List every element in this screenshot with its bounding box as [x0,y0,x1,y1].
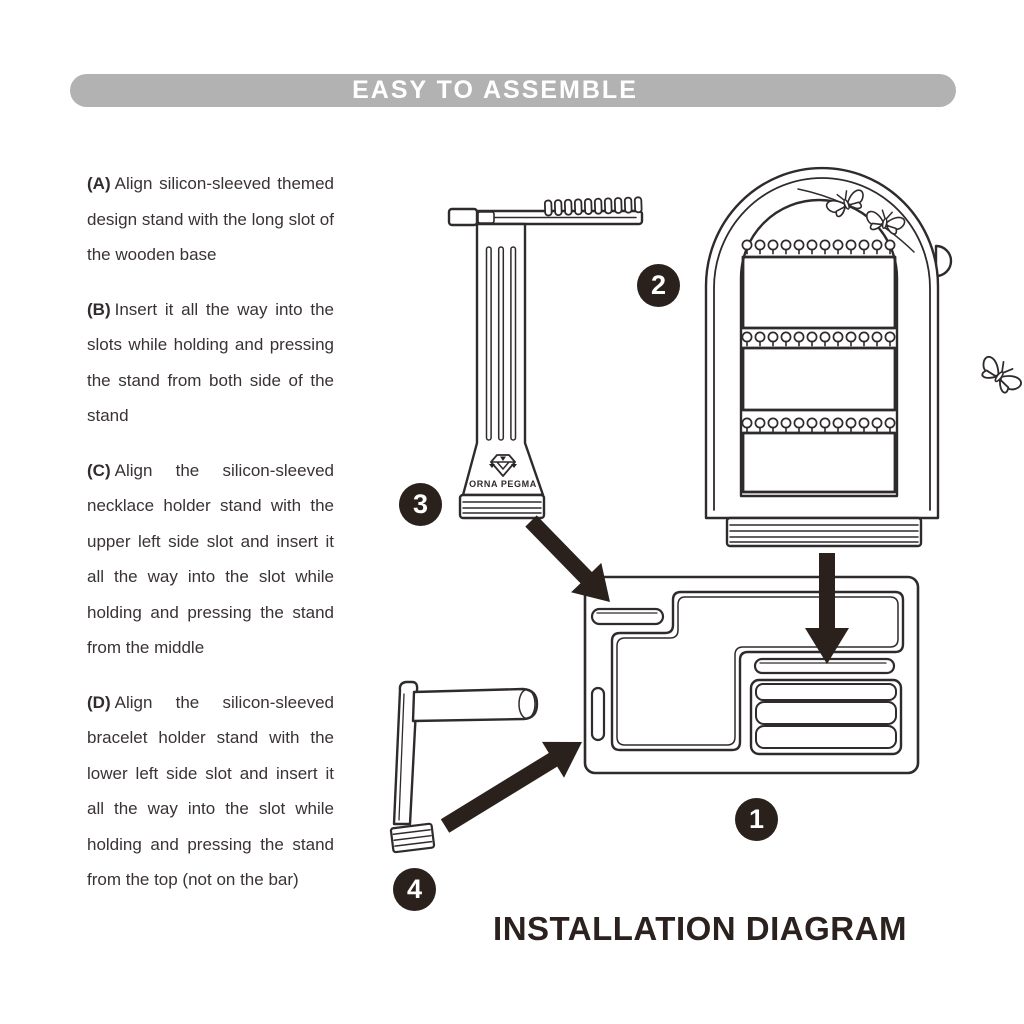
earring-panel-drawing [706,168,1024,546]
left-side-slot [592,688,604,740]
step-badge-earring-panel [637,264,680,307]
instruction-c-text: Align the silicon-sleeved necklace holder stand with the upper left side slot and insert it all the way into the slot while holding and pressing the stand from the middle [87,460,334,657]
instruction-a-text: Align silicon-sleeved themed design stand with the long slot of the wooden base [87,174,334,264]
step-number: 3 [412,489,429,519]
arrow-bracelet-to-base [441,742,582,833]
brand-text: ORNA PEGMA [469,479,537,489]
butterfly-icon [976,352,1024,398]
necklace-stand-drawing [449,197,642,518]
instruction-a-label: (A) [87,174,111,193]
earring-panel-foot [727,518,921,546]
instruction-d-label: (D) [87,692,111,712]
upper-left-slot [592,609,663,624]
instruction-b-label: (B) [87,299,111,319]
step-badge-necklace-stand [399,483,442,526]
step-number: 4 [406,874,423,904]
step-number: 2 [650,270,667,300]
bracelet-stand-drawing [391,682,537,852]
wooden-base-drawing [585,577,918,773]
necklace-hook-bar [449,197,642,225]
necklace-stand-foot [460,495,544,518]
step-badge-base [735,798,778,841]
step-badge-bracelet-stand [393,868,436,911]
bracelet-foot [391,824,435,853]
step-number: 1 [748,804,765,834]
arrow-stand-to-base [525,515,610,602]
long-slot [755,659,894,673]
diagram-title: INSTALLATION DIAGRAM [493,910,907,947]
instruction-d-text: Align the silicon-sleeved bracelet holder stand with the lower left side slot and insert it all the way into the slot while holding and pressing the stand from the top (not on the bar) [87,692,334,889]
instruction-c-label: (C) [87,460,111,480]
banner-title: EASY TO ASSEMBLE [352,76,638,104]
instruction-b-text: Insert it all the way into the slots while holding and pressing the stand from both side of the stand [87,299,334,425]
